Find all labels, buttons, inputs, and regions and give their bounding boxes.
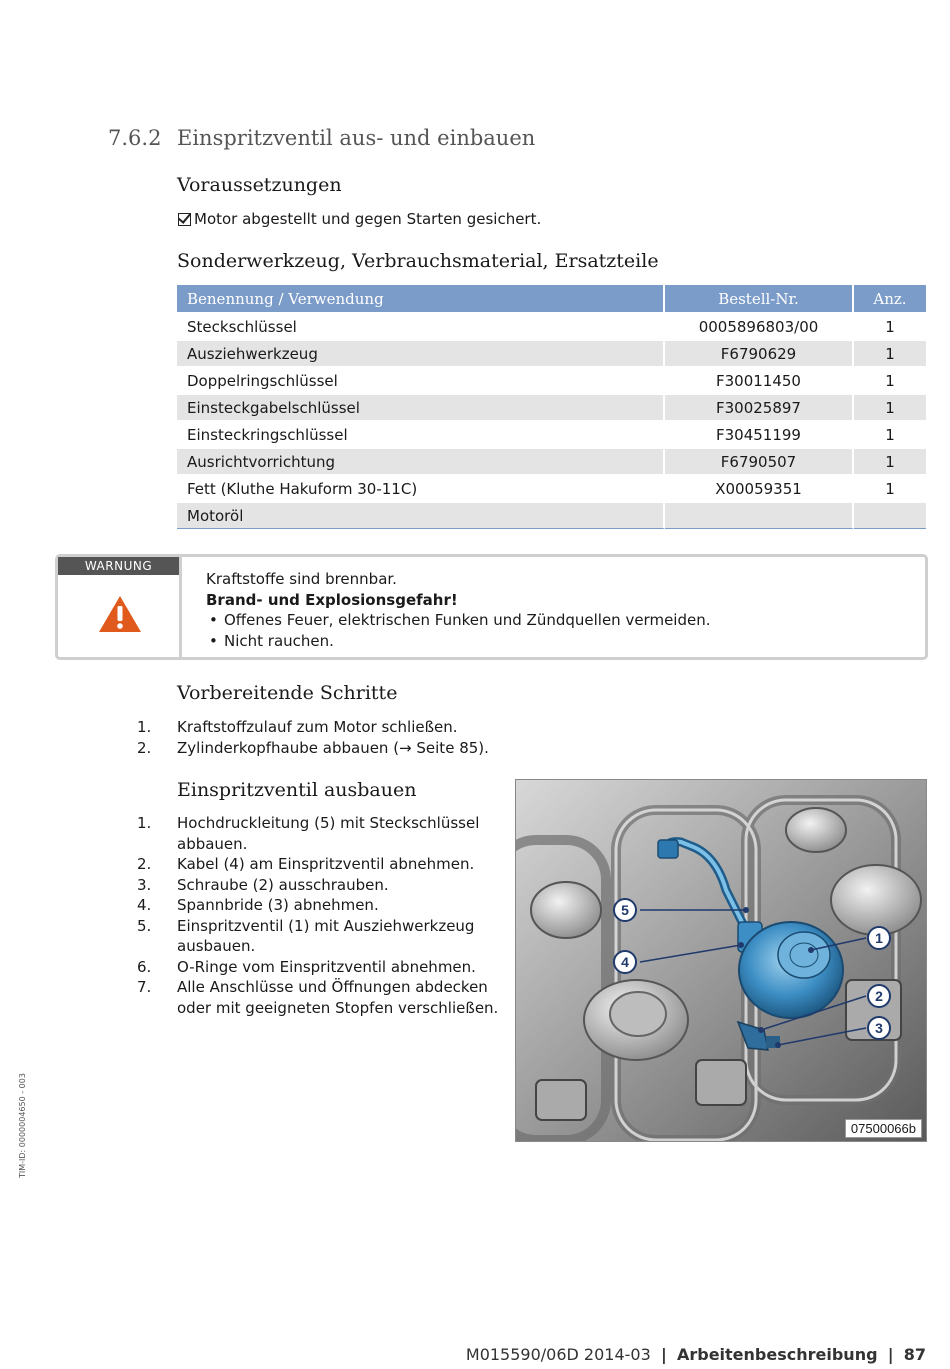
quantity: 1 xyxy=(854,420,926,447)
tool-name: Einsteckgabelschlüssel xyxy=(177,393,665,420)
table-row xyxy=(177,339,926,366)
warning-hazard: Brand- und Explosionsgefahr! xyxy=(206,590,458,609)
step-number: 4. xyxy=(137,896,152,914)
figure-id: 07500066b xyxy=(845,1119,922,1138)
callout-3 xyxy=(868,1017,890,1039)
step-number: 1. xyxy=(137,718,152,736)
svg-text:3: 3 xyxy=(875,1020,883,1036)
order-number: X00059351 xyxy=(665,474,854,501)
step-text: abbauen. xyxy=(177,834,248,853)
table-row xyxy=(177,393,926,420)
quantity: 1 xyxy=(854,474,926,501)
tool-name: Einsteckringschlüssel xyxy=(177,420,665,447)
list-item xyxy=(0,875,498,896)
table-row xyxy=(177,447,926,474)
order-number: F6790507 xyxy=(665,447,854,474)
warning-list xyxy=(206,610,711,651)
order-number xyxy=(665,501,854,529)
step-number: 1. xyxy=(137,814,152,832)
tool-name: Ausrichtvorrichtung xyxy=(177,447,665,474)
callout-1 xyxy=(868,927,890,949)
list-item xyxy=(0,895,498,916)
table-row xyxy=(177,312,926,339)
order-number: F30451199 xyxy=(665,420,854,447)
warning-bullet: • Nicht rauchen. xyxy=(206,631,711,652)
quantity: 1 xyxy=(854,339,926,366)
warning-triangle-icon xyxy=(98,595,142,633)
svg-text:1: 1 xyxy=(875,930,883,946)
callout-4 xyxy=(614,951,636,973)
step-number: 5. xyxy=(137,916,152,935)
warning-sidebar xyxy=(58,557,182,657)
list-item xyxy=(0,738,489,759)
tools-heading: Sonderwerkzeug, Verbrauchsmaterial, Ersatzteile xyxy=(177,250,659,272)
precondition-text: Motor abgestellt und gegen Starten gesichert. xyxy=(194,210,542,228)
order-number: 0005896803/00 xyxy=(665,312,854,339)
quantity: 1 xyxy=(854,366,926,393)
step-text: Einspritzventil (1) mit Ausziehwerkzeug xyxy=(177,916,475,935)
tool-name: Doppelringschlüssel xyxy=(177,366,665,393)
step-number: 2. xyxy=(137,855,152,873)
list-item xyxy=(0,717,489,738)
chapter-name: Arbeitenbeschreibung xyxy=(676,1345,878,1364)
step-text: O-Ringe vom Einspritzventil abnehmen. xyxy=(177,957,476,976)
tool-name: Steckschlüssel xyxy=(177,312,665,339)
step-number: 7. xyxy=(137,978,152,996)
step-number: 2. xyxy=(137,738,152,757)
quantity: 1 xyxy=(854,312,926,339)
order-number: F30011450 xyxy=(665,366,854,393)
tool-name: Ausziehwerkzeug xyxy=(177,339,665,366)
step-text: oder mit geeigneten Stopfen verschließen. xyxy=(177,998,499,1017)
step-number: 6. xyxy=(137,957,152,976)
checkbox-icon xyxy=(178,213,191,226)
engine-figure xyxy=(515,779,927,1142)
engine-illustration xyxy=(516,780,926,1141)
list-item xyxy=(0,813,498,854)
tool-name: Motoröl xyxy=(177,501,665,529)
step-text: Zylinderkopfhaube abbauen (→ Seite 85). xyxy=(177,738,489,757)
prep-steps xyxy=(0,717,489,758)
callout-2 xyxy=(868,985,890,1007)
removal-steps xyxy=(0,813,498,1018)
section-number: 7.6.2 xyxy=(108,126,162,150)
step-text: Kraftstoffzulauf zum Motor schließen. xyxy=(177,718,458,736)
warning-box xyxy=(55,554,928,660)
page-number: 87 xyxy=(903,1345,926,1364)
step-text: Spannbride (3) abnehmen. xyxy=(177,896,379,914)
svg-text:2: 2 xyxy=(875,988,883,1004)
table-row xyxy=(177,420,926,447)
list-item xyxy=(0,854,498,875)
removal-heading: Einspritzventil ausbauen xyxy=(177,779,417,801)
warning-tag: WARNUNG xyxy=(58,557,179,575)
callout-5 xyxy=(614,899,636,921)
step-text: Kabel (4) am Einspritzventil abnehmen. xyxy=(177,855,475,873)
precondition-item xyxy=(178,209,541,229)
section-title: Einspritzventil aus- und einbauen xyxy=(177,126,536,150)
step-text: Schraube (2) ausschrauben. xyxy=(177,875,389,894)
column-header: Bestell-Nr. xyxy=(665,285,854,312)
footer-separator: | xyxy=(887,1345,894,1364)
doc-number: M015590/06D 2014-03 xyxy=(465,1345,651,1364)
page-footer xyxy=(466,1345,926,1364)
list-item xyxy=(0,957,498,978)
step-text: ausbauen. xyxy=(177,937,256,955)
tools-table xyxy=(177,285,926,529)
table-row xyxy=(177,474,926,501)
table-row xyxy=(177,501,926,529)
tim-id: TIM-ID: 0000004650 - 003 xyxy=(18,1073,27,1178)
order-number: F30025897 xyxy=(665,393,854,420)
step-text: Hochdruckleitung (5) mit Steckschlüssel xyxy=(177,814,480,832)
quantity: 1 xyxy=(854,393,926,420)
step-text: Alle Anschlüsse und Öffnungen abdecken xyxy=(177,978,488,996)
footer-separator: | xyxy=(660,1345,667,1364)
quantity xyxy=(854,501,926,529)
list-item xyxy=(0,916,498,957)
tool-name: Fett (Kluthe Hakuform 30-11C) xyxy=(177,474,665,501)
order-number: F6790629 xyxy=(665,339,854,366)
prep-heading: Vorbereitende Schritte xyxy=(177,682,398,704)
step-number: 3. xyxy=(137,875,152,894)
svg-text:5: 5 xyxy=(621,902,629,918)
quantity: 1 xyxy=(854,447,926,474)
svg-text:4: 4 xyxy=(621,954,629,970)
warning-line: Kraftstoffe sind brennbar. xyxy=(206,570,397,588)
column-header: Anz. xyxy=(854,285,926,312)
list-item xyxy=(0,977,498,1018)
table-row xyxy=(177,366,926,393)
warning-content xyxy=(206,569,711,651)
column-header: Benennung / Verwendung xyxy=(177,285,665,312)
voraussetzungen-heading: Voraussetzungen xyxy=(177,174,342,196)
warning-bullet: • Offenes Feuer, elektrischen Funken und Zündquellen vermeiden. xyxy=(206,610,711,631)
